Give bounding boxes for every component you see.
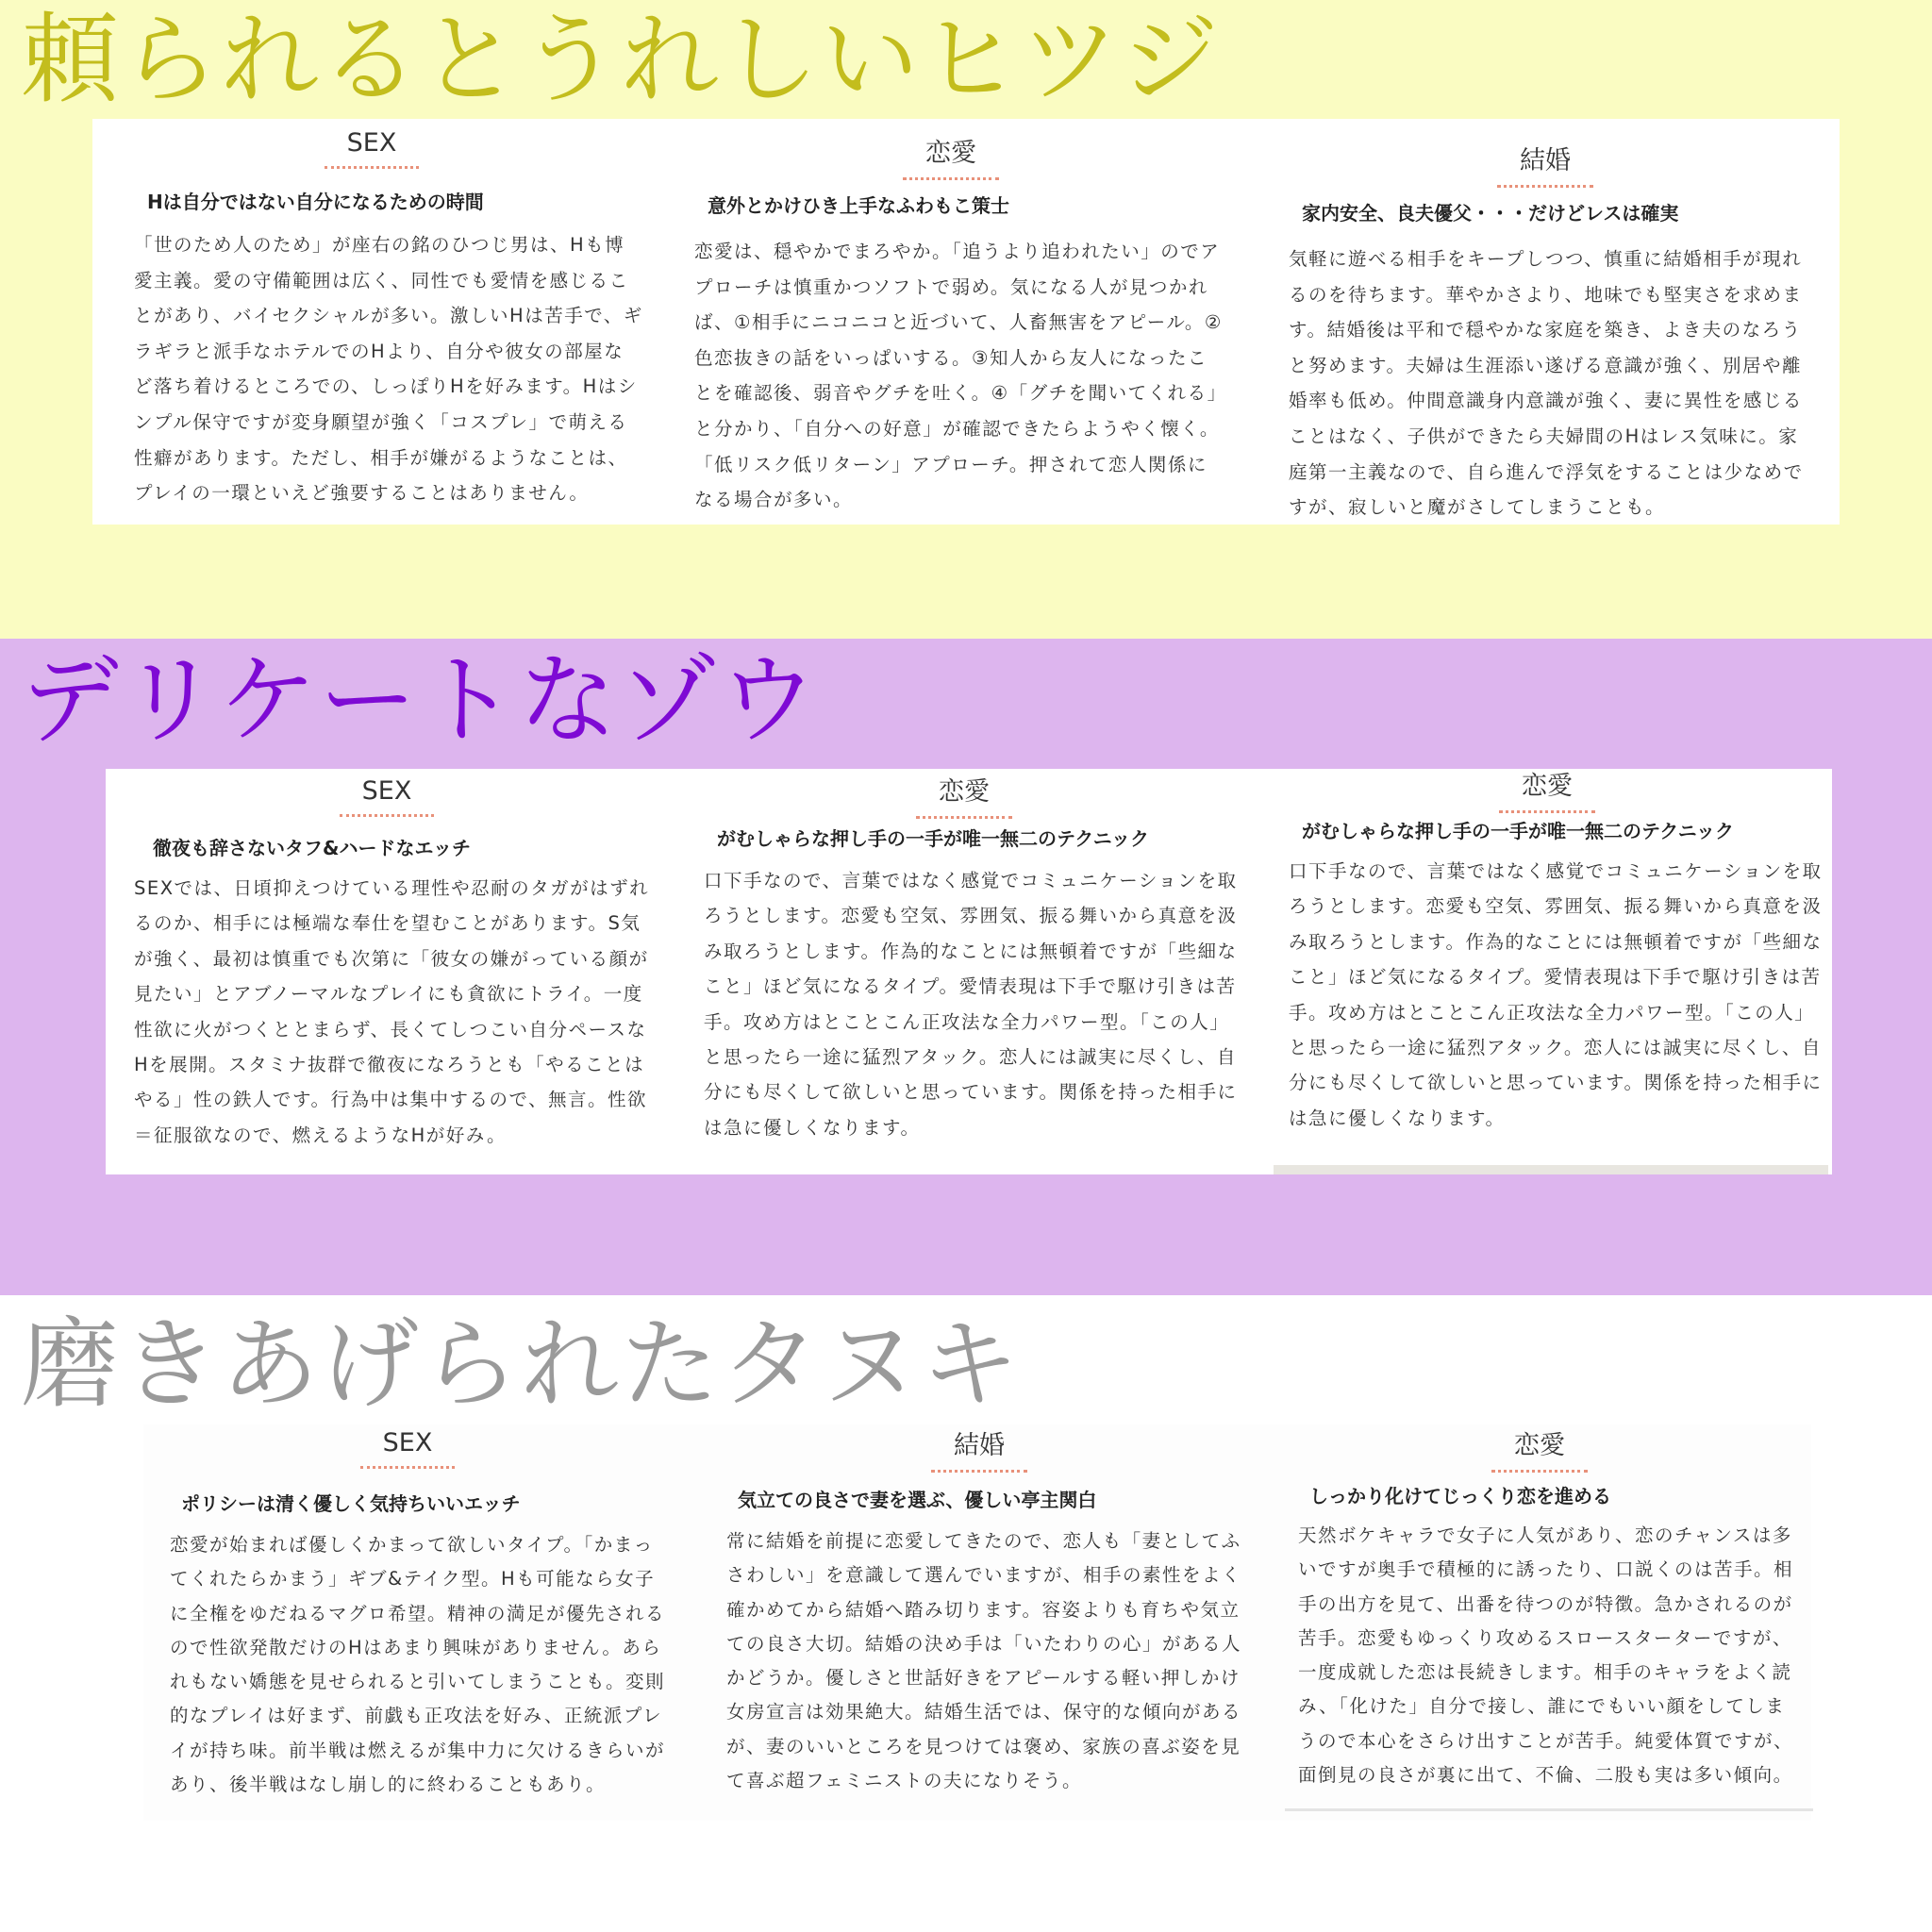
column-body: 恋愛は、穏やかでまろやか。「追うより追われたい」のでアプローチは慎重かつソフトで弱め。気になる人が見つかれば、①相手にニコニコと近づいて、人畜無害をアピール。②色恋抜きの話をいっぱいする。③知人から友人になったことを確認後、弱音やグチを吐く。④「グチを聞いてくれる」と分かり、「自分への好意」が確認できたらようやく懐く。「低リスク低リターン」アプローチ。押されて恋人関係になる場合が多い。 <box>694 241 1223 511</box>
section-title: 頼られるとうれしいヒツジ <box>21 2 1222 117</box>
column-marriage <box>706 1424 1253 1821</box>
column-subtitle: 家内安全、良夫優父・・・だけどレスは確実 <box>1302 202 1679 225</box>
info-panel <box>106 769 1832 1174</box>
section-title: 磨きあげられたタヌキ <box>21 1307 1022 1422</box>
column-heading <box>143 1428 672 1469</box>
column-heading-label: 結婚 <box>1497 140 1593 188</box>
column-subtitle: Hは自分ではない自分になるための時間 <box>147 191 484 213</box>
column-subtitle: がむしゃらな押し手の一手が唯一無二のテクニック <box>717 827 1149 850</box>
column-subtitle: しっかり化けてじっくり恋を進める <box>1309 1485 1611 1507</box>
section-title: デリケートなゾウ <box>21 642 819 758</box>
column-sex <box>113 769 660 1174</box>
column-subtitle: ポリシーは清く優しく気持ちいいエッチ <box>181 1492 521 1515</box>
column-heading <box>1272 140 1819 188</box>
column-love-duplicate <box>1274 769 1821 1174</box>
section-raccoon-dog <box>0 1295 1932 1932</box>
column-body: 恋愛が始まれば優しくかまって欲しいタイプ。「かまってくれたらかまう」ギブ&テイク型。Hも可能なら女子に全権をゆだねるマグロ希望。精神の満足が優先されるので性欲発散だけのHはあまり興味がありません。あられもない嬌態を見せられると引いてしまうことも。変則的なプレイは好まず、前戯も正攻法を好み、正統派プレイが持ち味。前半戦は燃えるが集中力に欠けるきらいがあり、後半戦はなし崩し的に終わることもあり。 <box>170 1534 666 1796</box>
column-heading-label: 恋愛 <box>1499 765 1595 813</box>
column-heading-label: SEX <box>340 776 435 817</box>
column-heading <box>677 132 1224 180</box>
column-subtitle: 気立ての良さで妻を選ぶ、優しい亭主関白 <box>738 1489 1097 1511</box>
column-sex <box>108 119 643 525</box>
column-love <box>677 119 1224 525</box>
column-marriage <box>1272 119 1819 525</box>
column-heading-label: SEX <box>360 1428 456 1469</box>
column-subtitle: 徹夜も辞さないタフ&ハードなエッチ <box>153 837 472 859</box>
column-body: 気軽に遊べる相手をキープしつつ、慎重に結婚相手が現れるのを待ちます。華やかさより、地味でも堅実さを求めます。結婚後は平和で穏やかな家庭を築き、よき夫のなろうと努めます。夫婦は生涯添い遂げる意識が強く、別居や離婚率も低め。仲間意識身内意識が強く、妻に異性を感じることはなく、子供ができたら夫婦間のHはレス気味に。家庭第一主義なので、自ら進んで浮気をすることは少なめですが、寂しいと魔がさしてしまうことも。 <box>1289 248 1804 519</box>
column-body: 口下手なので、言葉ではなく感覚でコミュニケーションを取ろうとします。恋愛も空気、雰囲気、振る舞いから真意を汲み取ろうとします。作為的なことには無頓着ですが「些細なこと」ほど気になるタイプ。愛情表現は下手で駆け引きは苦手。攻め方はとことこん正攻法な全力パワー型。「この人」と思ったら一途に猛烈アタック。恋人には誠実に尽くし、自分にも尽くして欲しいと思っています。関係を持った相手には急に優しくなります。 <box>704 870 1238 1139</box>
column-subtitle: 意外とかけひき上手なふわもこ策士 <box>708 194 1009 217</box>
section-elephant <box>0 639 1932 1295</box>
column-subtitle: がむしゃらな押し手の一手が唯一無二のテクニック <box>1302 820 1734 842</box>
column-heading <box>691 771 1238 819</box>
column-heading <box>113 776 660 817</box>
column-heading-label: 結婚 <box>931 1424 1027 1473</box>
column-heading <box>1275 1424 1804 1473</box>
column-heading <box>1274 765 1821 813</box>
column-heading <box>108 128 636 169</box>
column-heading-label: 恋愛 <box>916 771 1012 819</box>
column-body: 口下手なので、言葉ではなく感覚でコミュニケーションを取ろうとします。恋愛も空気、雰囲気、振る舞いから真意を汲み取ろうとします。作為的なことには無頓着ですが「些細なこと」ほど気になるタイプ。愛情表現は下手で駆け引きは苦手。攻め方はとことこん正攻法な全力パワー型。「この人」と思ったら一途に猛烈アタック。恋人には誠実に尽くし、自分にも尽くして欲しいと思っています。関係を持った相手には急に優しくなります。 <box>1289 860 1823 1129</box>
column-body: 「世のため人のため」が座右の銘のひつじ男は、Hも博愛主義。愛の守備範囲は広く、同性でも愛情を感じることがあり、バイセクシャルが多い。激しいHは苦手で、ギラギラと派手なホテルでのHより、自分や彼女の部屋など落ち着けるところでの、しっぽりHを好みます。Hはシンプル保守ですが変身願望が強く「コスプレ」で萌える性癖があります。ただし、相手が嫌がるようなことは、プレイの一環といえど強要することはありません。 <box>134 234 643 505</box>
column-love <box>691 769 1238 1174</box>
column-heading <box>706 1424 1253 1473</box>
section-sheep <box>0 0 1932 639</box>
column-body: 天然ボケキャラで女子に人気があり、恋のチャンスは多いですが奥手で積極的に誘ったり、口説くのは苦手。相手の出方を見て、出番を待つのが特徴。急かされるのが苦手。恋愛もゆっくり攻めるスロースターターですが、一度成就した恋は長続きします。相手のキャラをよく読み、「化けた」自分で接し、誰にでもいい顔をしてしまうので本心をさらけ出すことが苦手。純愛体質ですが、面倒見の良さが裏に出て、不倫、二股も実は多い傾向。 <box>1298 1524 1794 1787</box>
info-panel <box>92 119 1840 525</box>
column-love <box>1275 1424 1804 1821</box>
info-panel <box>143 1424 1811 1821</box>
divider <box>1285 1808 1813 1811</box>
column-heading-label: 恋愛 <box>1491 1424 1588 1473</box>
column-body: SEXでは、日頃抑えつけている理性や忍耐のタガがはずれるのか、相手には極端な奉仕を望むことがあります。S気が強く、最初は慎重でも次第に「彼女の嫌がっている顔が見たい」とアブノーマルなプレイにも貪欲にトライ。一度性欲に火がつくととまらず、長くてしつこい自分ペースなHを展開。スタミナ抜群で徹夜になろうとも「やることはやる」性の鉄人です。行為中は集中するので、無言。性欲＝征服欲なので、燃えるようなHが好み。 <box>134 877 650 1146</box>
divider <box>1274 1165 1828 1174</box>
column-sex <box>143 1424 672 1821</box>
column-body: 常に結婚を前提に恋愛してきたので、恋人も「妻としてふさわしい」を意識して選んでいますが、相手の素性をよく確かめてから結婚へ踏み切ります。容姿よりも育ちや気立ての良さ大切。結婚の決め手は「いたわりの心」がある人かどうか。優しさと世話好きをアピールする軽い押しかけ女房宣言は効果絶大。結婚生活では、保守的な傾向があるが、妻のいいところを見つけては褒め、家族の喜ぶ姿を見て喜ぶ超フェミニストの夫になりそう。 <box>726 1530 1242 1792</box>
column-heading-label: 恋愛 <box>903 132 999 180</box>
column-heading-label: SEX <box>325 128 420 169</box>
